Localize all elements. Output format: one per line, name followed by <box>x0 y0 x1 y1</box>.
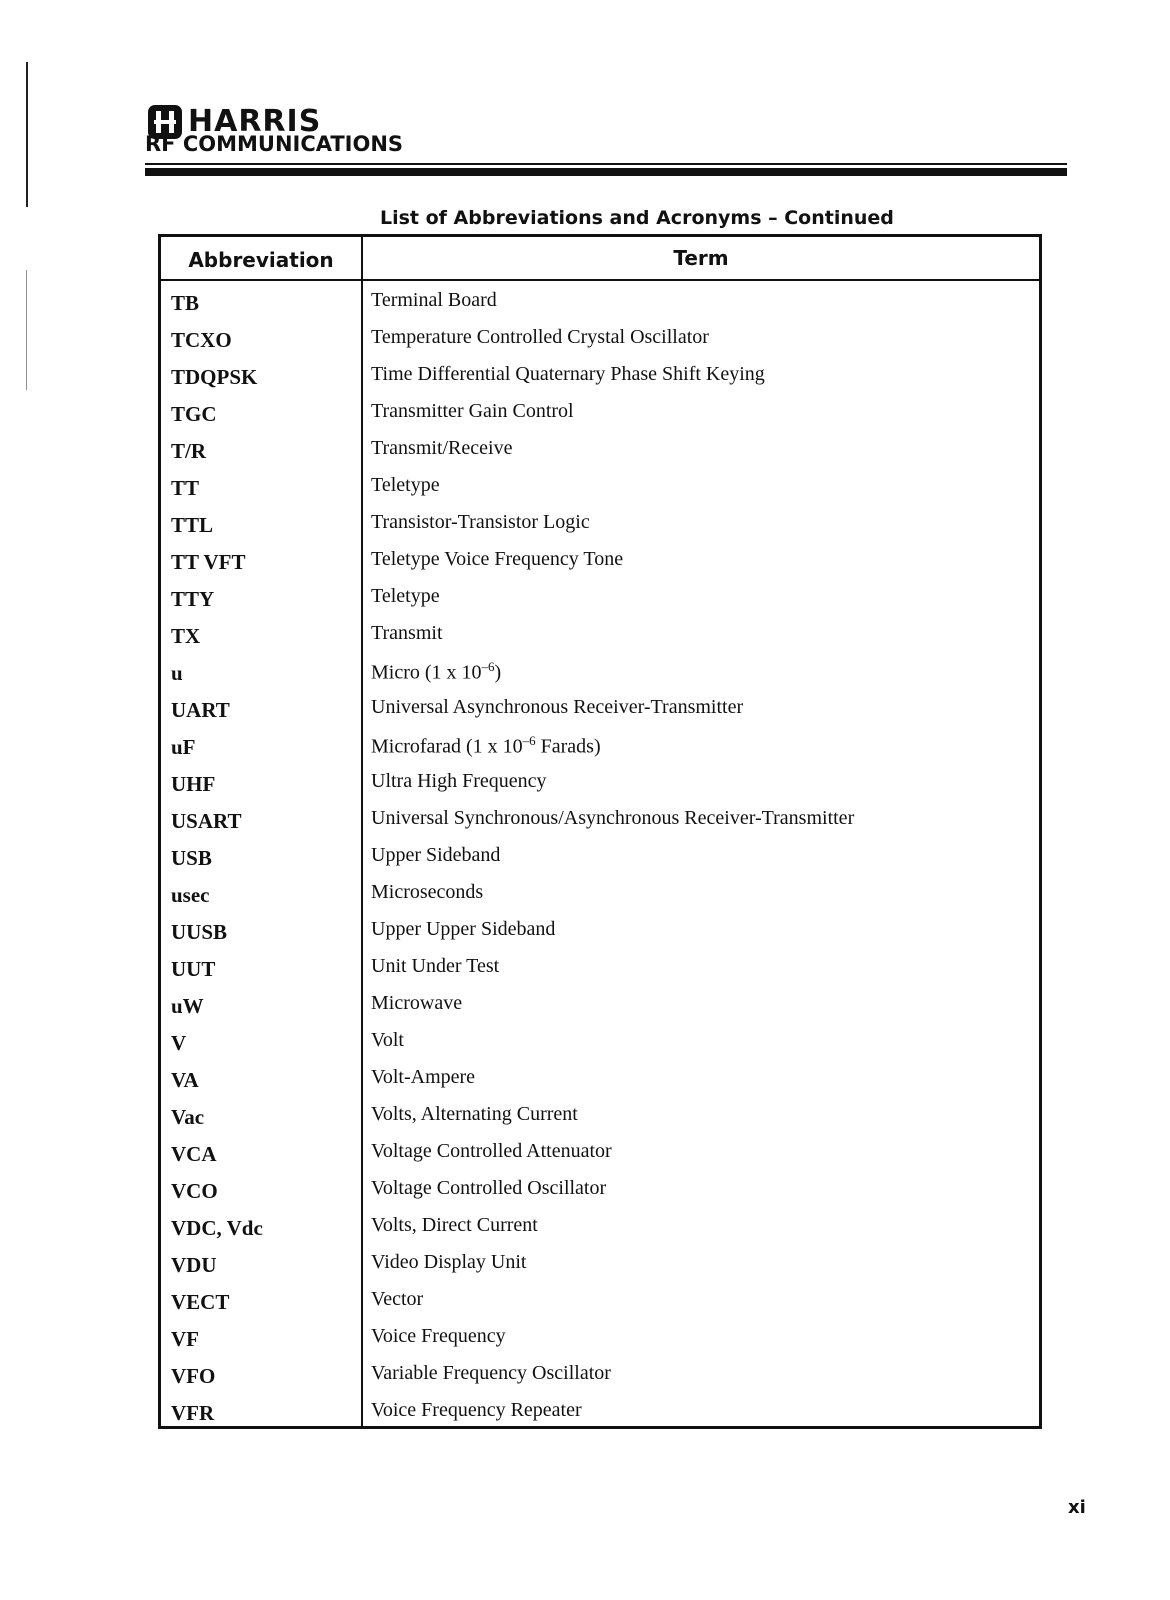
term-cell: Universal Asynchronous Receiver-Transmitter <box>371 696 744 718</box>
table-row <box>161 1027 1039 1064</box>
term-cell: Terminal Board <box>371 289 497 311</box>
abbreviation-cell: TTY <box>171 587 215 611</box>
abbreviation-cell: TCXO <box>171 328 232 352</box>
term-cell <box>371 659 501 685</box>
term-cell: Voice Frequency <box>371 1325 506 1347</box>
table-row <box>161 1175 1039 1212</box>
table-row <box>161 1249 1039 1286</box>
term-text-suffix: ) <box>494 661 502 684</box>
term-exponent: –6 <box>522 733 536 748</box>
table-row <box>161 916 1039 953</box>
table-row <box>161 657 1039 694</box>
table-row <box>161 546 1039 583</box>
abbreviation-cell: VDC, Vdc <box>171 1216 263 1240</box>
term-cell: Variable Frequency Oscillator <box>371 1362 611 1384</box>
term-cell: Voltage Controlled Attenuator <box>371 1140 612 1162</box>
table-row <box>161 990 1039 1027</box>
table-body <box>161 287 1039 1434</box>
table-row <box>161 583 1039 620</box>
term-cell: Voice Frequency Repeater <box>371 1399 582 1421</box>
term-cell: Vector <box>371 1288 424 1310</box>
abbreviation-cell: TGC <box>171 402 217 426</box>
term-cell: Transistor-Transistor Logic <box>371 511 590 533</box>
abbreviation-cell: USB <box>171 846 212 870</box>
header-rule-thin <box>145 163 1067 165</box>
table-row <box>161 1212 1039 1249</box>
term-text-suffix: Farads) <box>535 735 601 758</box>
table-title: List of Abbreviations and Acronyms – Continued <box>380 207 894 229</box>
header-rule-thick <box>145 168 1067 176</box>
table-row <box>161 620 1039 657</box>
term-cell: Voltage Controlled Oscillator <box>371 1177 607 1199</box>
abbreviation-cell: UUSB <box>171 920 228 944</box>
abbreviation-cell: VFO <box>171 1364 216 1388</box>
term-cell: Teletype <box>371 474 440 496</box>
table-header-row <box>161 237 1039 281</box>
term-cell <box>371 733 601 759</box>
term-cell: Teletype Voice Frequency Tone <box>371 548 624 570</box>
term-column-header: Term <box>673 246 729 270</box>
term-cell: Microseconds <box>371 881 484 903</box>
abbreviation-cell: uF <box>171 735 196 759</box>
term-cell: Volts, Alternating Current <box>371 1103 578 1125</box>
term-cell: Unit Under Test <box>371 955 500 977</box>
abbreviation-cell: VF <box>171 1327 199 1351</box>
table-row <box>161 398 1039 435</box>
term-text: Microfarad (1 x 10 <box>371 735 523 758</box>
abbreviation-cell: TT VFT <box>171 550 246 574</box>
term-text: Micro (1 x 10 <box>371 661 482 684</box>
division-name: RF COMMUNICATIONS <box>145 132 404 156</box>
term-cell: Volt <box>371 1029 404 1051</box>
table-row <box>161 287 1039 324</box>
abbreviations-table <box>158 234 1042 1429</box>
abbreviation-cell: V <box>171 1031 187 1055</box>
table-row <box>161 1397 1039 1434</box>
term-cell: Upper Upper Sideband <box>371 918 556 940</box>
table-row <box>161 1286 1039 1323</box>
abbreviation-cell: uW <box>171 994 204 1018</box>
table-row <box>161 1360 1039 1397</box>
abbreviation-column-header: Abbreviation <box>188 248 334 272</box>
term-cell: Teletype <box>371 585 440 607</box>
table-row <box>161 1323 1039 1360</box>
table-row <box>161 472 1039 509</box>
table-row <box>161 805 1039 842</box>
abbreviation-cell: VCO <box>171 1179 218 1203</box>
term-cell: Transmitter Gain Control <box>371 400 574 422</box>
term-cell: Transmit <box>371 622 443 644</box>
abbreviation-cell: usec <box>171 883 210 907</box>
term-exponent: –6 <box>481 659 495 674</box>
abbreviation-cell: T/R <box>171 439 207 463</box>
table-row <box>161 842 1039 879</box>
table-row <box>161 435 1039 472</box>
abbreviation-cell: TTL <box>171 513 214 537</box>
table-row <box>161 361 1039 398</box>
table-row <box>161 694 1039 731</box>
term-cell: Upper Sideband <box>371 844 501 866</box>
term-cell: Time Differential Quaternary Phase Shift Keying <box>371 363 765 385</box>
table-row <box>161 1138 1039 1175</box>
term-cell: Transmit/Receive <box>371 437 513 459</box>
term-cell: Video Display Unit <box>371 1251 527 1273</box>
abbreviation-cell: VA <box>171 1068 199 1092</box>
table-row <box>161 1101 1039 1138</box>
brand-name: HARRIS <box>188 104 322 139</box>
abbreviation-cell: VFR <box>171 1401 215 1425</box>
table-row <box>161 1064 1039 1101</box>
table-row <box>161 953 1039 990</box>
abbreviation-cell: USART <box>171 809 242 833</box>
abbreviation-cell: UUT <box>171 957 216 981</box>
term-cell: Universal Synchronous/Asynchronous Receiver-Transmitter <box>371 807 855 829</box>
abbreviation-cell: TB <box>171 291 200 315</box>
abbreviation-cell: TT <box>171 476 200 500</box>
abbreviation-cell: TX <box>171 624 201 648</box>
term-cell: Volt-Ampere <box>371 1066 476 1088</box>
page-number: xi <box>1068 1497 1086 1518</box>
term-cell: Ultra High Frequency <box>371 770 547 792</box>
scan-margin-line <box>26 270 27 390</box>
abbreviation-cell: Vac <box>171 1105 205 1129</box>
abbreviation-cell: UHF <box>171 772 216 796</box>
abbreviation-cell: VDU <box>171 1253 217 1277</box>
abbreviation-cell: TDQPSK <box>171 365 258 389</box>
term-cell: Volts, Direct Current <box>371 1214 538 1236</box>
abbreviation-cell: u <box>171 661 183 685</box>
table-row <box>161 509 1039 546</box>
term-cell: Temperature Controlled Crystal Oscillator <box>371 326 709 348</box>
table-row <box>161 731 1039 768</box>
term-cell: Microwave <box>371 992 463 1014</box>
table-row <box>161 324 1039 361</box>
scan-margin-line <box>26 62 28 207</box>
table-row <box>161 879 1039 916</box>
abbreviation-cell: VCA <box>171 1142 217 1166</box>
table-row <box>161 768 1039 805</box>
abbreviation-cell: UART <box>171 698 230 722</box>
abbreviation-cell: VECT <box>171 1290 230 1314</box>
